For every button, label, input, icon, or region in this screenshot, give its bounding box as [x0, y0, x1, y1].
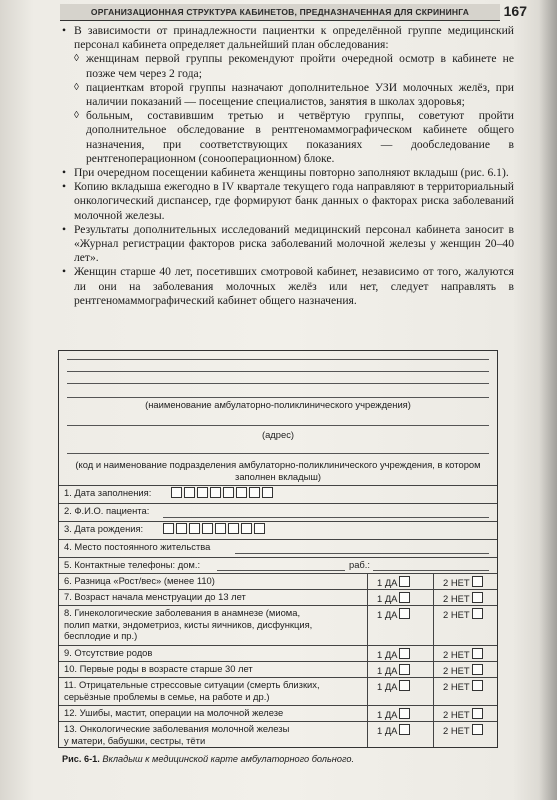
question-row: [59, 661, 497, 677]
blank-line: [67, 383, 489, 384]
yes-option: [377, 592, 410, 604]
question-text-line: у матери, бабушки, сестры, тёти: [64, 734, 206, 746]
yes-label: 1 ДА: [377, 593, 398, 604]
question-text-line: 8. Гинекологические заболевания в анамнезе (миома,: [64, 607, 301, 618]
column-divider: [433, 606, 434, 645]
no-label: 2 НЕТ: [443, 649, 470, 660]
question-row: [59, 589, 497, 605]
no-label: 2 НЕТ: [443, 593, 470, 604]
question-label: [64, 607, 312, 642]
no-option: [443, 592, 483, 604]
patient-name-field[interactable]: [163, 517, 489, 518]
column-divider: [367, 574, 368, 589]
department-caption-1: (код и наименование подразделения амбулаторно-поликлинического учреждения, в котором: [75, 459, 481, 470]
subitem-group-3-4: ◊ больным, составившим третью и четвёртую группы, советуют пройти дополнительное обследование в рентгеномаммографическом кабинете общего назначения, при соответствующих показаниях — дообследование в рентгеноперационном (сонооперационном) блоке.: [62, 109, 514, 166]
no-checkbox[interactable]: [472, 648, 483, 659]
yes-checkbox[interactable]: [399, 648, 410, 659]
yes-label: 1 ДА: [377, 609, 398, 620]
question-row: [59, 677, 497, 705]
column-divider: [367, 706, 368, 721]
column-divider: [433, 662, 434, 677]
column-divider: [433, 722, 434, 747]
question-label: [64, 663, 253, 675]
yes-checkbox[interactable]: [399, 708, 410, 719]
question-text-line: бесплодие и пр.): [64, 630, 138, 641]
question-label: [64, 707, 283, 719]
phone-work-label: раб.:: [349, 559, 371, 570]
yes-label: 1 ДА: [377, 577, 398, 588]
no-label: 2 НЕТ: [443, 609, 470, 620]
paragraph-copy: • Копию вкладыша ежегодно в IV квартале текущего года направляют в территориальный онкологический диспансер, где формируют банк данных о факторах риска заболеваний молочной железы.: [62, 180, 514, 223]
patient-name-label: 2. Ф.И.О. пациента:: [64, 505, 150, 516]
yes-checkbox[interactable]: [399, 592, 410, 603]
department-caption-2: заполнен вкладыш): [235, 471, 321, 482]
column-divider: [367, 678, 368, 705]
page-edge-shadow: [539, 0, 557, 800]
question-text-line: серьёзные проблемы в семье, на работе и др.): [64, 690, 270, 702]
no-checkbox[interactable]: [472, 576, 483, 587]
yes-checkbox[interactable]: [399, 724, 410, 735]
row-residence: [59, 539, 497, 557]
subitem-group-1: ◊ женщинам первой группы рекомендуют пройти очередной осмотр в кабинете не позже чем через 2 года;: [62, 52, 514, 80]
row-fill-date: [59, 485, 497, 503]
no-checkbox[interactable]: [472, 592, 483, 603]
question-row: [59, 705, 497, 721]
birth-date-label: 3. Дата рождения:: [64, 523, 144, 534]
no-label: 2 НЕТ: [443, 681, 470, 692]
no-label: 2 НЕТ: [443, 577, 470, 588]
column-divider: [367, 646, 368, 661]
fill-date-label: 1. Дата заполнения:: [64, 487, 152, 498]
phone-home-label: 5. Контактные телефоны: дом.:: [64, 559, 201, 570]
question-label: [64, 679, 320, 702]
yes-checkbox[interactable]: [399, 576, 410, 587]
row-birth-date: [59, 521, 497, 539]
yes-checkbox[interactable]: [399, 664, 410, 675]
yes-option: [377, 664, 410, 676]
column-divider: [367, 662, 368, 677]
yes-option: [377, 608, 410, 620]
question-row: [59, 573, 497, 589]
question-row: [59, 721, 497, 747]
subitem-group-2: ◊ пациенткам второй группы назначают дополнительное УЗИ молочных желёз, при наличии показаний — посещение специалистов, занятия в школах здоровья;: [62, 81, 514, 109]
no-option: [443, 664, 483, 676]
paragraph-repeat-visit: • При очередном посещении кабинета женщины повторно заполняют вкладыш (рис. 6.1).: [62, 166, 514, 180]
no-label: 2 НЕТ: [443, 725, 470, 736]
column-divider: [433, 590, 434, 605]
yes-option: [377, 708, 410, 720]
department-line: [67, 453, 489, 454]
running-title: ОРГАНИЗАЦИОННАЯ СТРУКТУРА КАБИНЕТОВ, ПРЕДНАЗНАЧЕННАЯ ДЛЯ СКРИНИНГА: [90, 7, 470, 17]
question-text-line: 12. Ушибы, мастит, операции на молочной железе: [64, 707, 284, 718]
no-option: [443, 680, 483, 692]
no-checkbox[interactable]: [472, 680, 483, 691]
no-label: 2 НЕТ: [443, 665, 470, 676]
no-checkbox[interactable]: [472, 664, 483, 675]
question-text-line: 6. Разница «Рост/вес» (менее 110): [64, 575, 215, 586]
yes-checkbox[interactable]: [399, 680, 410, 691]
question-label: [64, 575, 215, 587]
yes-option: [377, 576, 410, 588]
question-row: [59, 605, 497, 645]
yes-label: 1 ДА: [377, 725, 398, 736]
yes-label: 1 ДА: [377, 681, 398, 692]
column-divider: [367, 722, 368, 747]
column-divider: [367, 606, 368, 645]
phone-home-field[interactable]: [217, 570, 345, 571]
figure-label: Рис. 6-1.: [62, 754, 100, 764]
question-text-line: 7. Возраст начала менструации до 13 лет: [64, 591, 246, 602]
question-label: [64, 591, 246, 603]
no-option: [443, 608, 483, 620]
question-row: [59, 645, 497, 661]
no-checkbox[interactable]: [472, 708, 483, 719]
phone-work-field[interactable]: [373, 570, 489, 571]
address-caption: (адрес): [261, 429, 295, 440]
question-text-line: 11. Отрицательные стрессовые ситуации (смерть близких,: [64, 679, 320, 690]
paragraph-results: • Результаты дополнительных исследований медицинский персонал кабинета заносит в «Журнал регистрации факторов риска заболеваний молочной железы у женщин 20–40 лет».: [62, 223, 514, 266]
yes-option: [377, 724, 410, 736]
no-checkbox[interactable]: [472, 724, 483, 735]
no-label: 2 НЕТ: [443, 709, 470, 720]
column-divider: [433, 574, 434, 589]
insert-form: [58, 350, 498, 748]
column-divider: [433, 678, 434, 705]
question-label: [64, 647, 152, 659]
question-text-line: полип матки, эндометриоз, кисты яичников, дисфункция,: [64, 618, 313, 630]
residence-field[interactable]: [235, 553, 489, 554]
no-option: [443, 576, 483, 588]
no-option: [443, 724, 483, 736]
yes-option: [377, 648, 410, 660]
yes-option: [377, 680, 410, 692]
column-divider: [367, 590, 368, 605]
row-patient-name: [59, 503, 497, 521]
question-label: [64, 723, 289, 746]
yes-checkbox[interactable]: [399, 608, 410, 619]
institution-caption: (наименование амбулаторно-поликлинического учреждения): [145, 399, 411, 410]
yes-label: 1 ДА: [377, 649, 398, 660]
fill-date-cells[interactable]: [171, 487, 273, 498]
no-checkbox[interactable]: [472, 608, 483, 619]
question-text-line: 9. Отсутствие родов: [64, 647, 153, 658]
question-text-line: 10. Первые роды в возрасте старше 30 лет: [64, 663, 253, 674]
yes-label: 1 ДА: [377, 709, 398, 720]
blank-line: [67, 359, 489, 360]
column-divider: [433, 646, 434, 661]
no-option: [443, 708, 483, 720]
birth-date-cells[interactable]: [163, 523, 265, 534]
blank-line: [67, 371, 489, 372]
column-divider: [433, 706, 434, 721]
institution-line: [67, 397, 489, 398]
address-line: [67, 425, 489, 426]
no-option: [443, 648, 483, 660]
paragraph-over-40: • Женщин старше 40 лет, посетивших смотровой кабинет, независимо от того, жалуются ли они на заболевания молочных желёз или нет, следует направлять в рентгеномаммографический кабинет общего назначения.: [62, 265, 514, 308]
page-number: 167: [503, 3, 527, 19]
question-text-line: 13. Онкологические заболевания молочной железы: [64, 723, 290, 734]
body-text: [62, 24, 514, 308]
row-phones: [59, 557, 497, 573]
paragraph-plan: • В зависимости от принадлежности пациентки к определённой группе медицинский персонал кабинета определяет дальнейший план обследования:: [62, 24, 514, 52]
running-header: [60, 4, 500, 21]
residence-label: 4. Место постоянного жительства: [64, 541, 211, 552]
figure-caption: [62, 754, 502, 764]
yes-label: 1 ДА: [377, 665, 398, 676]
figure-text: Вкладыш к медицинской карте амбулаторного больного.: [102, 754, 355, 764]
